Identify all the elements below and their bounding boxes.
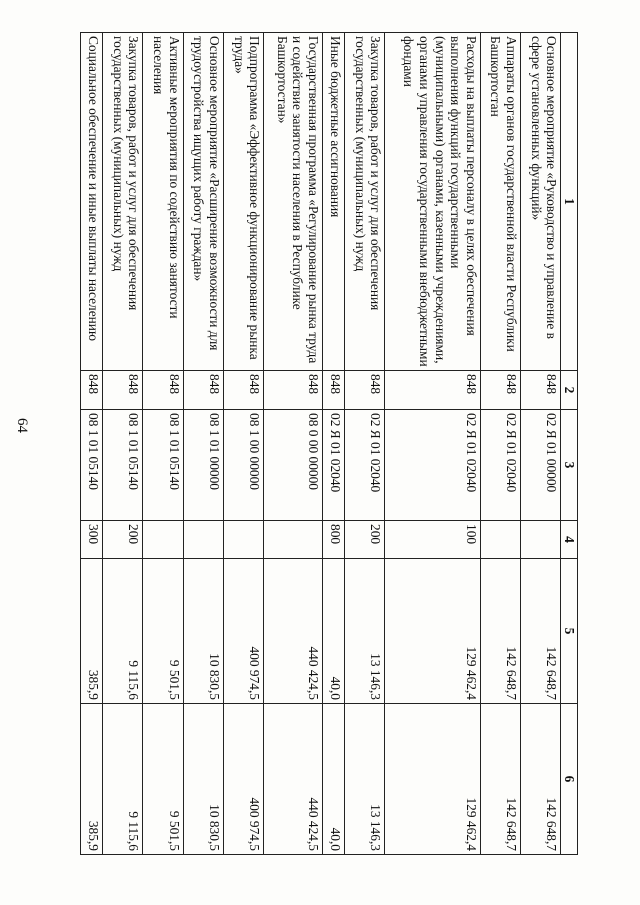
table-row (323, 33, 345, 855)
row-name: Аппараты органов государственной власти Республики Башкортостан (480, 33, 520, 371)
amount-col6: 40,0 (323, 704, 345, 855)
row-name: Основное мероприятие «Расширение возможности для трудоустройства ищущих работу граждан» (183, 33, 223, 371)
table-row (264, 33, 323, 855)
amount-col6: 13 146,3 (344, 704, 384, 855)
column-header-3: 3 (561, 410, 578, 521)
expense-type-code: 200 (102, 521, 142, 559)
amount-col6: 142 648,7 (480, 704, 520, 855)
amount-col5: 142 648,7 (480, 559, 520, 704)
amount-col5: 13 146,3 (344, 559, 384, 704)
table-row (480, 33, 520, 855)
amount-col5: 10 830,5 (183, 559, 223, 704)
target-article-code: 02 Я 01 02040 (385, 410, 481, 521)
target-article-code: 02 Я 01 02040 (323, 410, 345, 521)
expense-type-code (521, 521, 561, 559)
target-article-code: 08 1 00 00000 (223, 410, 263, 521)
amount-col5: 440 424,5 (264, 559, 323, 704)
expense-type-code: 200 (344, 521, 384, 559)
amount-col6: 400 974,5 (223, 704, 263, 855)
ministry-code: 848 (143, 371, 183, 410)
amount-col5: 40,0 (323, 559, 345, 704)
ministry-code: 848 (183, 371, 223, 410)
target-article-code: 08 0 00 00000 (264, 410, 323, 521)
amount-col6: 129 462,4 (385, 704, 481, 855)
column-header-2: 2 (561, 371, 578, 410)
table-header-row (561, 33, 578, 855)
ministry-code: 848 (385, 371, 481, 410)
table-row (385, 33, 481, 855)
amount-col6: 10 830,5 (183, 704, 223, 855)
table-row (102, 33, 142, 855)
column-header-4: 4 (561, 521, 578, 559)
expense-type-code: 100 (385, 521, 481, 559)
amount-col6: 142 648,7 (521, 704, 561, 855)
page-number: 64 (14, 418, 30, 433)
column-header-5: 5 (561, 559, 578, 704)
budget-table (80, 32, 578, 855)
expense-type-code: 800 (323, 521, 345, 559)
ministry-code: 848 (344, 371, 384, 410)
table-row (521, 33, 561, 855)
expense-type-code (183, 521, 223, 559)
column-header-1: 1 (561, 33, 578, 371)
expense-type-code (223, 521, 263, 559)
ministry-code: 848 (323, 371, 345, 410)
amount-col6: 9 501,5 (143, 704, 183, 855)
row-name: Социальное обеспечение и иные выплаты населению (81, 33, 103, 371)
target-article-code: 08 1 01 05140 (81, 410, 103, 521)
amount-col5: 9 115,6 (102, 559, 142, 704)
expense-type-code (264, 521, 323, 559)
expense-type-code (143, 521, 183, 559)
amount-col6: 440 424,5 (264, 704, 323, 855)
amount-col6: 385,9 (81, 704, 103, 855)
row-name: Закупка товаров, работ и услуг для обеспечения государственных (муниципальных) нужд (344, 33, 384, 371)
target-article-code: 02 Я 01 00000 (521, 410, 561, 521)
amount-col5: 400 974,5 (223, 559, 263, 704)
amount-col5: 142 648,7 (521, 559, 561, 704)
amount-col5: 385,9 (81, 559, 103, 704)
target-article-code: 08 1 01 05140 (102, 410, 142, 521)
row-name: Государственная программа «Регулирование рынка труда и содействие занятости населения в Республике Башкортостан» (264, 33, 323, 371)
ministry-code: 848 (81, 371, 103, 410)
amount-col5: 9 501,5 (143, 559, 183, 704)
table-row (223, 33, 263, 855)
table-row (143, 33, 183, 855)
row-name: Активные мероприятия по содействию занятости населения (143, 33, 183, 371)
row-name: Закупка товаров, работ и услуг для обеспечения государственных (муниципальных) нужд (102, 33, 142, 371)
row-name: Иные бюджетные ассигнования (323, 33, 345, 371)
expense-type-code (480, 521, 520, 559)
target-article-code: 08 1 01 00000 (183, 410, 223, 521)
table-row (344, 33, 384, 855)
table-row (183, 33, 223, 855)
amount-col6: 9 115,6 (102, 704, 142, 855)
expense-type-code: 300 (81, 521, 103, 559)
rotated-page-content (80, 32, 578, 854)
target-article-code: 02 Я 01 02040 (344, 410, 384, 521)
amount-col5: 129 462,4 (385, 559, 481, 704)
table-row (81, 33, 103, 855)
row-name: Основное мероприятие «Руководство и управление в сфере установленных функций» (521, 33, 561, 371)
target-article-code: 02 Я 01 02040 (480, 410, 520, 521)
column-header-6: 6 (561, 704, 578, 855)
ministry-code: 848 (223, 371, 263, 410)
ministry-code: 848 (102, 371, 142, 410)
ministry-code: 848 (480, 371, 520, 410)
ministry-code: 848 (521, 371, 561, 410)
ministry-code: 848 (264, 371, 323, 410)
row-name: Расходы на выплаты персоналу в целях обеспечения выполнения функций государственными (муниципальными) органами, казенными учреждениями, органами управления государственными внебюджетными фондами (385, 33, 481, 371)
row-name: Подпрограмма «Эффективное функционирование рынка труда» (223, 33, 263, 371)
target-article-code: 08 1 01 05140 (143, 410, 183, 521)
